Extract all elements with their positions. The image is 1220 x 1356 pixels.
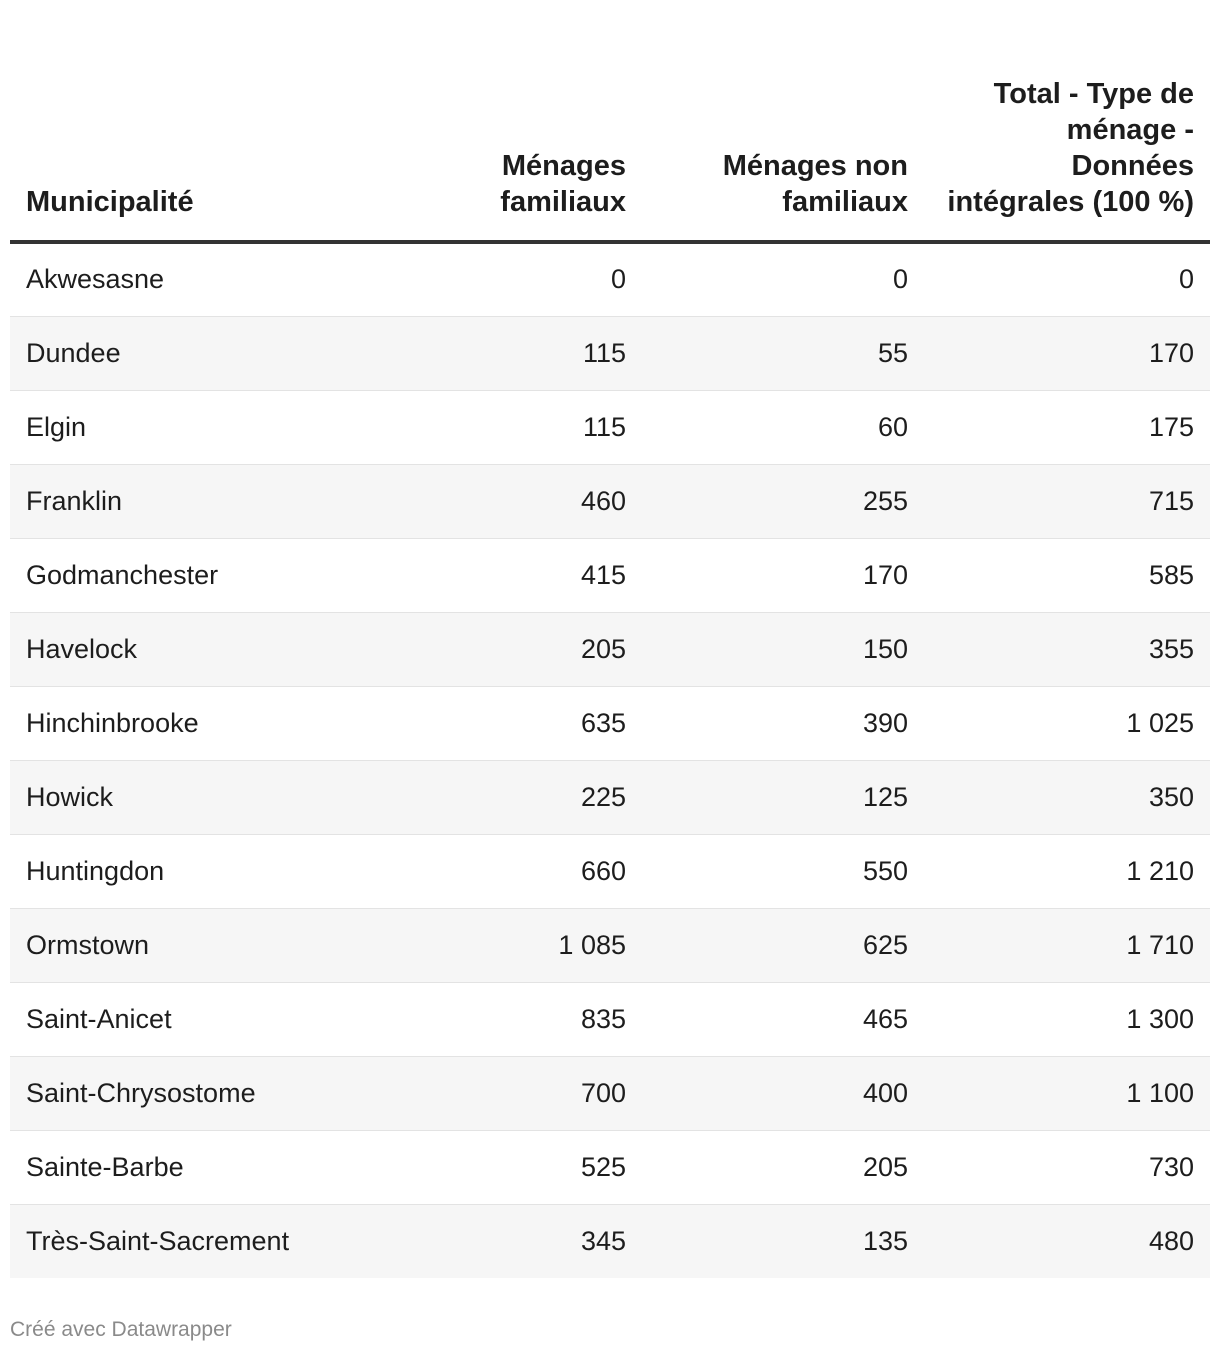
- column-header-total[interactable]: Total - Type de ménage - Données intégrales (100 %): [924, 0, 1210, 242]
- cell-total: 0: [924, 242, 1210, 316]
- cell-menages-non-familiaux: 550: [642, 834, 924, 908]
- cell-menages-non-familiaux: 400: [642, 1056, 924, 1130]
- cell-menages-familiaux: 635: [430, 686, 642, 760]
- cell-menages-familiaux: 460: [430, 464, 642, 538]
- table-row: [10, 908, 1210, 982]
- cell-total: 1 300: [924, 982, 1210, 1056]
- cell-municipalite: Franklin: [10, 464, 430, 538]
- column-header-municipalite[interactable]: Municipalité: [10, 0, 430, 242]
- table-row: [10, 316, 1210, 390]
- header-row: [10, 0, 1210, 242]
- cell-menages-non-familiaux: 390: [642, 686, 924, 760]
- cell-menages-familiaux: 345: [430, 1204, 642, 1278]
- cell-menages-familiaux: 225: [430, 760, 642, 834]
- cell-menages-non-familiaux: 125: [642, 760, 924, 834]
- cell-municipalite: Hinchinbrooke: [10, 686, 430, 760]
- table-row: [10, 1056, 1210, 1130]
- table-row: [10, 686, 1210, 760]
- cell-menages-non-familiaux: 170: [642, 538, 924, 612]
- cell-menages-non-familiaux: 55: [642, 316, 924, 390]
- column-header-menages-familiaux[interactable]: Ménages familiaux: [430, 0, 642, 242]
- cell-total: 1 100: [924, 1056, 1210, 1130]
- cell-municipalite: Havelock: [10, 612, 430, 686]
- cell-municipalite: Ormstown: [10, 908, 430, 982]
- cell-menages-familiaux: 205: [430, 612, 642, 686]
- table-row: [10, 612, 1210, 686]
- cell-menages-non-familiaux: 60: [642, 390, 924, 464]
- table-row: [10, 464, 1210, 538]
- cell-total: 355: [924, 612, 1210, 686]
- data-table: [10, 0, 1210, 1278]
- cell-municipalite: Godmanchester: [10, 538, 430, 612]
- cell-municipalite: Huntingdon: [10, 834, 430, 908]
- table-header: [10, 0, 1210, 242]
- cell-menages-familiaux: 115: [430, 316, 642, 390]
- cell-menages-familiaux: 835: [430, 982, 642, 1056]
- data-table-container: [10, 0, 1210, 1278]
- table-row: [10, 242, 1210, 316]
- cell-total: 480: [924, 1204, 1210, 1278]
- cell-municipalite: Saint-Chrysostome: [10, 1056, 430, 1130]
- footer-credit: Créé avec Datawrapper: [10, 1318, 232, 1341]
- cell-total: 175: [924, 390, 1210, 464]
- cell-total: 1 210: [924, 834, 1210, 908]
- cell-menages-familiaux: 115: [430, 390, 642, 464]
- cell-total: 1 025: [924, 686, 1210, 760]
- cell-menages-familiaux: 415: [430, 538, 642, 612]
- table-row: [10, 538, 1210, 612]
- cell-menages-familiaux: 525: [430, 1130, 642, 1204]
- cell-municipalite: Saint-Anicet: [10, 982, 430, 1056]
- cell-menages-non-familiaux: 625: [642, 908, 924, 982]
- cell-total: 730: [924, 1130, 1210, 1204]
- cell-total: 715: [924, 464, 1210, 538]
- table-row: [10, 982, 1210, 1056]
- cell-municipalite: Howick: [10, 760, 430, 834]
- cell-municipalite: Dundee: [10, 316, 430, 390]
- table-row: [10, 390, 1210, 464]
- table-row: [10, 1204, 1210, 1278]
- table-row: [10, 834, 1210, 908]
- table-row: [10, 760, 1210, 834]
- cell-municipalite: Très-Saint-Sacrement: [10, 1204, 430, 1278]
- cell-municipalite: Sainte-Barbe: [10, 1130, 430, 1204]
- cell-menages-non-familiaux: 0: [642, 242, 924, 316]
- cell-menages-non-familiaux: 465: [642, 982, 924, 1056]
- cell-total: 350: [924, 760, 1210, 834]
- cell-municipalite: Akwesasne: [10, 242, 430, 316]
- cell-total: 170: [924, 316, 1210, 390]
- cell-menages-familiaux: 1 085: [430, 908, 642, 982]
- table-body: [10, 242, 1210, 1278]
- cell-total: 1 710: [924, 908, 1210, 982]
- table-row: [10, 1130, 1210, 1204]
- cell-menages-familiaux: 700: [430, 1056, 642, 1130]
- cell-menages-familiaux: 0: [430, 242, 642, 316]
- cell-menages-non-familiaux: 205: [642, 1130, 924, 1204]
- column-header-menages-non-familiaux[interactable]: Ménages non familiaux: [642, 0, 924, 242]
- cell-municipalite: Elgin: [10, 390, 430, 464]
- cell-menages-non-familiaux: 255: [642, 464, 924, 538]
- cell-menages-non-familiaux: 150: [642, 612, 924, 686]
- cell-total: 585: [924, 538, 1210, 612]
- cell-menages-non-familiaux: 135: [642, 1204, 924, 1278]
- cell-menages-familiaux: 660: [430, 834, 642, 908]
